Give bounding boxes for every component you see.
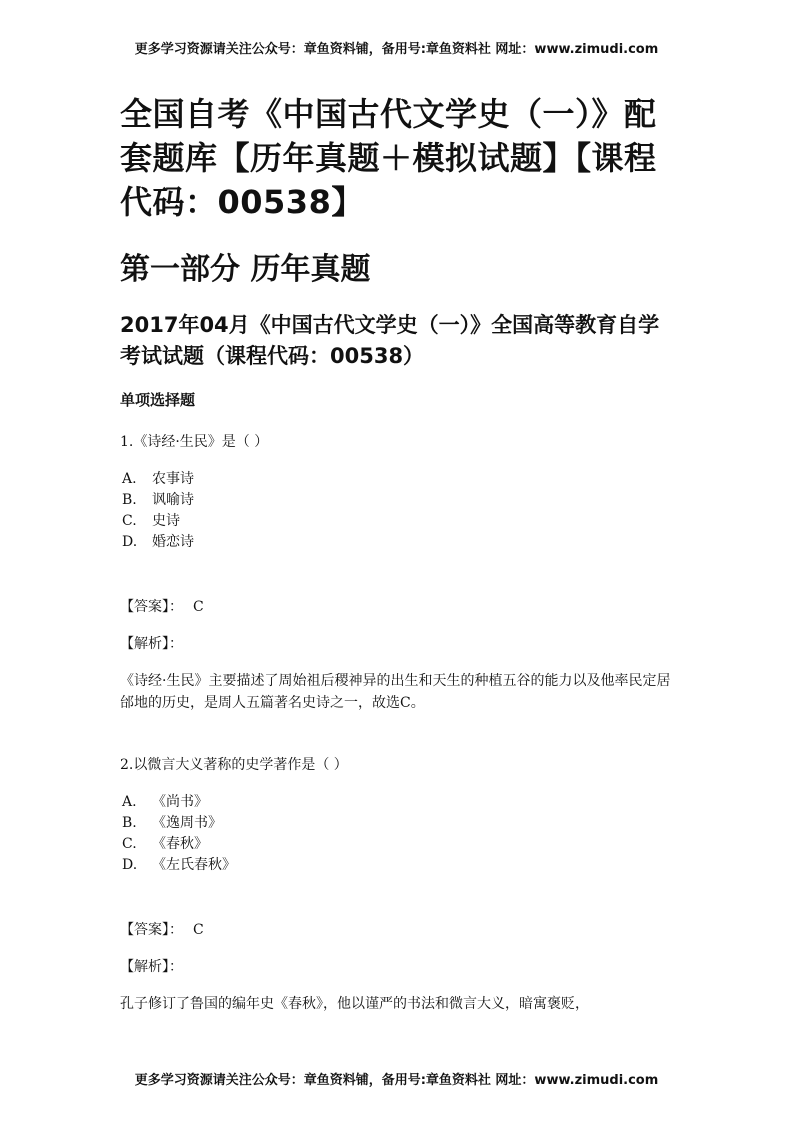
answer-label: 【答案】： xyxy=(120,922,183,938)
option-text: 《春秋》 xyxy=(152,836,208,852)
option-text: 《尚书》 xyxy=(152,794,208,810)
option-letter: B. xyxy=(122,492,137,508)
option-letter: B. xyxy=(122,815,137,831)
question-2-stem: 2.以微言大义著称的史学著作是（ ） xyxy=(120,757,348,773)
question-1-answer xyxy=(120,596,680,616)
exam-title: 2017年04月《中国古代文学史（一）》全国高等教育自学考试试题（课程代码：00538） xyxy=(120,313,660,368)
question-2-options xyxy=(120,792,680,876)
option-text: 史诗 xyxy=(152,513,180,529)
part-title: 第一部分 历年真题 xyxy=(120,252,371,287)
document-body xyxy=(120,92,680,1015)
option-a xyxy=(120,792,680,813)
option-c xyxy=(120,834,680,855)
option-d xyxy=(120,532,680,553)
page-header: 更多学习资源请关注公众号：章鱼资料铺，备用号:章鱼资料社 网址：www.zimudi.com xyxy=(134,42,659,57)
question-1-analysis-label: 【解析】： xyxy=(120,636,183,652)
option-d xyxy=(120,855,680,876)
option-b xyxy=(120,490,680,511)
question-1-stem: 1.《诗经·生民》是（ ） xyxy=(120,434,269,450)
option-letter: A. xyxy=(122,794,137,810)
option-letter: A. xyxy=(122,471,137,487)
document-title: 全国自考《中国古代文学史（一）》配套题库【历年真题＋模拟试题】【课程代码：00538】 xyxy=(120,95,657,221)
option-text: 《左氏春秋》 xyxy=(152,857,236,873)
question-2-answer xyxy=(120,919,680,939)
option-c xyxy=(120,511,680,532)
answer-label: 【答案】： xyxy=(120,599,183,615)
answer-value: C xyxy=(193,922,204,938)
option-b xyxy=(120,813,680,834)
option-a xyxy=(120,469,680,490)
question-1-analysis-text: 《诗经·生民》主要描述了周始祖后稷神异的出生和天生的种植五谷的能力以及他率民定居邰地的历史，是周人五篇著名史诗之一，故选C。 xyxy=(120,673,671,711)
option-letter: C. xyxy=(122,836,137,852)
option-text: 婚恋诗 xyxy=(152,534,194,550)
option-letter: D. xyxy=(122,857,138,873)
answer-value: C xyxy=(193,599,204,615)
page-footer: 更多学习资源请关注公众号：章鱼资料铺，备用号:章鱼资料社 网址：www.zimudi.com xyxy=(134,1073,659,1088)
option-text: 《逸周书》 xyxy=(152,815,222,831)
option-text: 农事诗 xyxy=(152,471,194,487)
option-letter: C. xyxy=(122,513,137,529)
question-2-analysis-text: 孔子修订了鲁国的编年史《春秋》，他以谨严的书法和微言大义，暗寓褒贬， xyxy=(120,996,589,1012)
option-text: 讽喻诗 xyxy=(152,492,194,508)
option-letter: D. xyxy=(122,534,138,550)
question-1-options xyxy=(120,469,680,553)
question-2-analysis-label: 【解析】： xyxy=(120,959,183,975)
section-title: 单项选择题 xyxy=(120,391,196,409)
